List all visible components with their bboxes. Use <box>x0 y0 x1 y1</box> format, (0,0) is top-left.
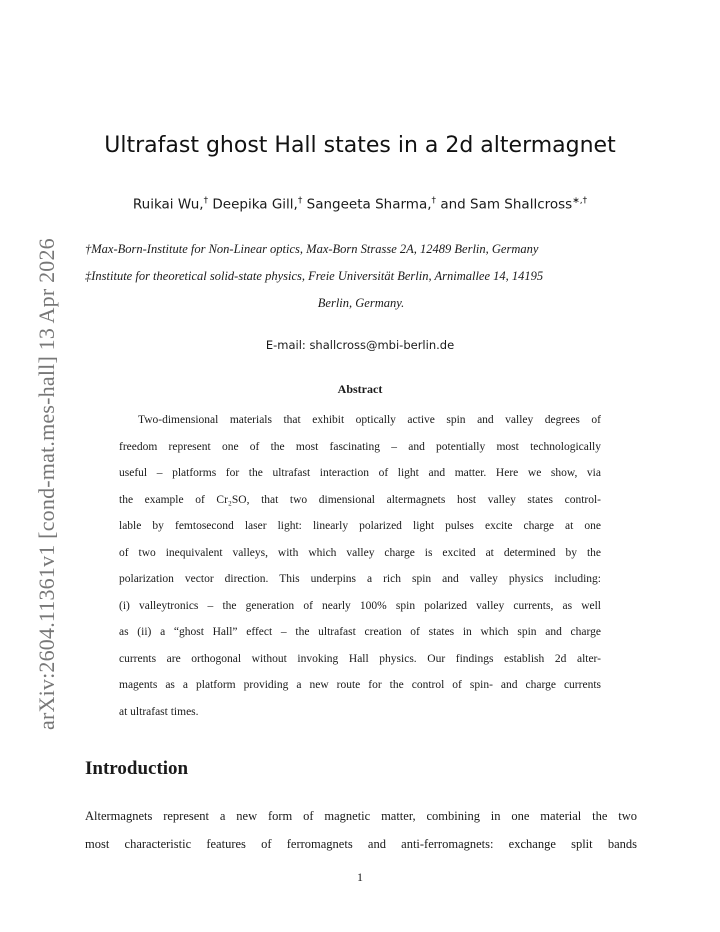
abstract-line: magents as a platform providing a new route for the control of spin- and charge currents <box>119 679 601 691</box>
abstract-line: freedom represent one of the most fascinating – and potentially most technologically <box>119 440 601 453</box>
author-list <box>0 196 720 213</box>
abstract-line: polarization vector direction. This underpins a rich spin and valley physics including: <box>119 573 601 585</box>
abstract-heading: Abstract <box>337 382 383 396</box>
affiliation-line-end: Berlin, Germany. <box>317 296 405 310</box>
abstract-line: lable by femtosecond laser light: linearly polarized light pulses excite charge at one <box>119 520 601 532</box>
abstract-line: at ultrafast times. <box>119 705 199 718</box>
corresponding-email: E-mail: shallcross@mbi-berlin.de <box>265 338 455 352</box>
affiliation-freie-universitat <box>85 263 637 317</box>
affiliation-line: ‡Institute for theoretical solid-state physics, Freie Universität Berlin, Arnimallee 14, 14195 <box>85 269 544 283</box>
body-line: Altermagnets represent a new form of magnetic matter, combining in one material the two <box>85 809 637 823</box>
author-affiliation-mark: † <box>203 196 209 206</box>
author-name: Deepika Gill, <box>212 196 298 213</box>
author-name: and Sam Shallcross <box>440 196 573 213</box>
abstract-line: useful – platforms for the ultrafast interaction of light and matter. Here we show, via <box>119 467 601 479</box>
introduction-body <box>85 802 637 858</box>
abstract-line: Two-dimensional materials that exhibit optically active spin and valley degrees of <box>138 414 601 426</box>
author-name: Ruikai Wu, <box>132 196 204 213</box>
abstract-line: the example of Cr₂SO, that two dimensional altermagnets host valley states control- <box>119 493 601 506</box>
arxiv-identifier-stamp: arXiv:2604.11361v1 [cond-mat.mes-hall] 13 Apr 2026 <box>34 238 59 730</box>
abstract-line: of two inequivalent valleys, with which valley charge is excited at determined by the <box>119 546 601 559</box>
paper-title: Ultrafast ghost Hall states in a 2d altermagnet <box>104 133 616 158</box>
abstract-line: (i) valleytronics – the generation of nearly 100% spin polarized valley currents, as well <box>119 599 601 612</box>
body-line: most characteristic features of ferromagnets and anti-ferromagnets: exchange split bands <box>85 837 637 851</box>
abstract-line: currents are orthogonal without invoking Hall physics. Our findings establish 2d alter- <box>119 652 601 665</box>
author-affiliation-mark: † <box>431 196 437 206</box>
affiliation-max-born: †Max-Born-Institute for Non-Linear optics, Max-Born Strasse 2A, 12489 Berlin, Germany <box>85 242 539 256</box>
author-name: Sangeeta Sharma, <box>306 196 432 213</box>
author-affiliation-mark: † <box>297 196 303 206</box>
page-number: 1 <box>357 870 363 884</box>
abstract-line: as (ii) a “ghost Hall” effect – the ultrafast creation of states in which spin and charge <box>119 626 601 638</box>
abstract-text <box>119 407 601 725</box>
author-affiliation-mark: ∗,† <box>572 196 588 206</box>
section-heading-introduction: Introduction <box>85 758 189 779</box>
